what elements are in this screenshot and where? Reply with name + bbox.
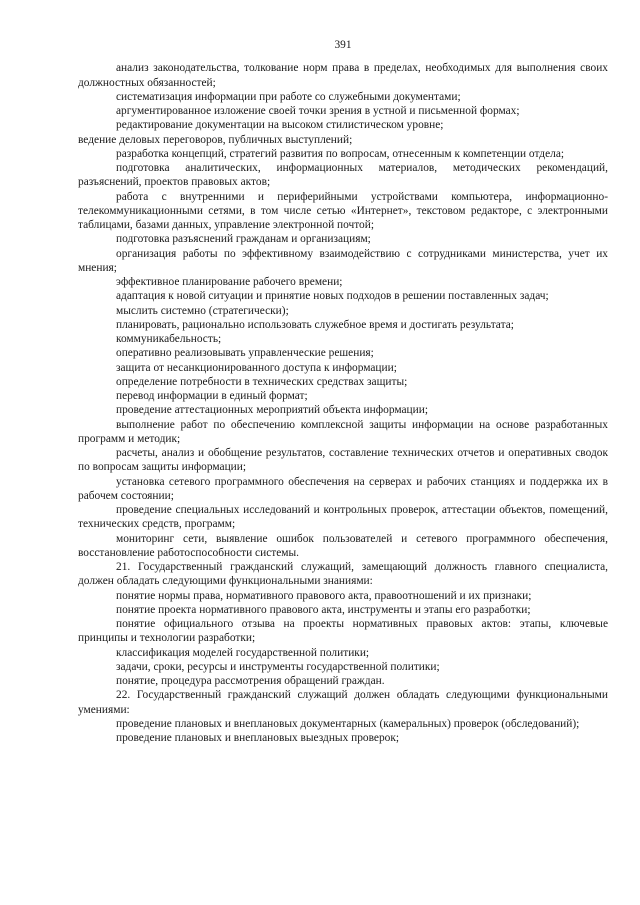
paragraph: понятие нормы права, нормативного правового акта, правоотношений и их признаки;	[116, 589, 532, 602]
paragraph: проведение плановых и внеплановых выездных проверок;	[116, 732, 400, 744]
paragraph: мыслить системно (стратегически);	[116, 304, 289, 317]
document-body	[78, 61, 608, 745]
paragraph: эффективное планирование рабочего времени;	[116, 276, 343, 288]
paragraph: коммуникабельность;	[116, 333, 222, 345]
paragraph: разработка концепций, стратегий развития по вопросам, отнесенным к компетенции отдела;	[116, 147, 565, 160]
paragraph: классификация моделей государственной политики;	[116, 646, 370, 659]
paragraph: 22. Государственный гражданский служащий должен обладать следующими функциональными умениями:	[78, 689, 608, 716]
paragraph: организация работы по эффективному взаимодействию с сотрудниками министерства, учет их мнения;	[78, 247, 608, 274]
paragraph: оперативно реализовывать управленческие решения;	[116, 347, 374, 360]
paragraph: защита от несанкционированного доступа к информации;	[116, 361, 397, 374]
paragraph: анализ законодательства, толкование норм права в пределах, необходимых для выполнения своих должностных обязанностей;	[78, 62, 608, 89]
paragraph: редактирование документации на высоком стилистическом уровне;	[116, 119, 444, 132]
paragraph: понятие, процедура рассмотрения обращений граждан.	[116, 675, 385, 687]
paragraph: планировать, рационально использовать служебное время и достигать результата;	[116, 318, 514, 331]
paragraph: проведение специальных исследований и контрольных проверок, аттестации объектов, помещений, технических средств, программ;	[78, 504, 608, 531]
paragraph: мониторинг сети, выявление ошибок пользователей и сетевого программного обеспечения, восстановление работоспособности системы.	[78, 532, 608, 559]
paragraph: 21. Государственный гражданский служащий, замещающий должность главного специалиста, должен обладать следующими функциональными знаниями:	[78, 561, 608, 588]
paragraph: задачи, сроки, ресурсы и инструменты государственной политики;	[116, 660, 440, 673]
paragraph: понятие официального отзыва на проекты нормативных правовых актов: этапы, ключевые принципы и технологии разработки;	[78, 618, 608, 645]
paragraph: определение потребности в технических средствах защиты;	[116, 375, 408, 388]
paragraph: подготовка разъяснений гражданам и организациям;	[116, 233, 371, 246]
page-number: 391	[334, 39, 352, 51]
paragraph: подготовка аналитических, информационных материалов, методических рекомендаций, разъяснений, проектов правовых актов;	[78, 162, 608, 189]
paragraph: проведение аттестационных мероприятий объекта информации;	[116, 404, 428, 417]
paragraph: систематизация информации при работе со служебными документами;	[116, 90, 461, 103]
paragraph: работа с внутренними и периферийными устройствами компьютера, информационно-телекоммуникационными сетями, в том числе сетью «Интернет», текстовом редакторе, с электронными таблицами, базами данных, управление электронной почтой;	[78, 190, 608, 231]
paragraph: расчеты, анализ и обобщение результатов, составление технических отчетов и оперативных сводок по вопросам защиты информации;	[78, 447, 608, 474]
paragraph: проведение плановых и внеплановых документарных (камеральных) проверок (обследований);	[116, 717, 580, 730]
paragraph: аргументированное изложение своей точки зрения в устной и письменной формах;	[116, 105, 520, 117]
paragraph: перевод информации в единый формат;	[116, 390, 308, 402]
document-page	[78, 38, 608, 745]
paragraph: установка сетевого программного обеспечения на серверах и рабочих станциях и поддержка их в рабочем состоянии;	[78, 475, 608, 502]
paragraph: понятие проекта нормативного правового акта, инструменты и этапы его разработки;	[116, 603, 531, 616]
paragraph: ведение деловых переговоров, публичных выступлений;	[78, 133, 353, 146]
paragraph: адаптация к новой ситуации и принятие новых подходов в решении поставленных задач;	[116, 290, 549, 303]
paragraph: выполнение работ по обеспечению комплексной защиты информации на основе разработанных программ и методик;	[78, 418, 608, 445]
